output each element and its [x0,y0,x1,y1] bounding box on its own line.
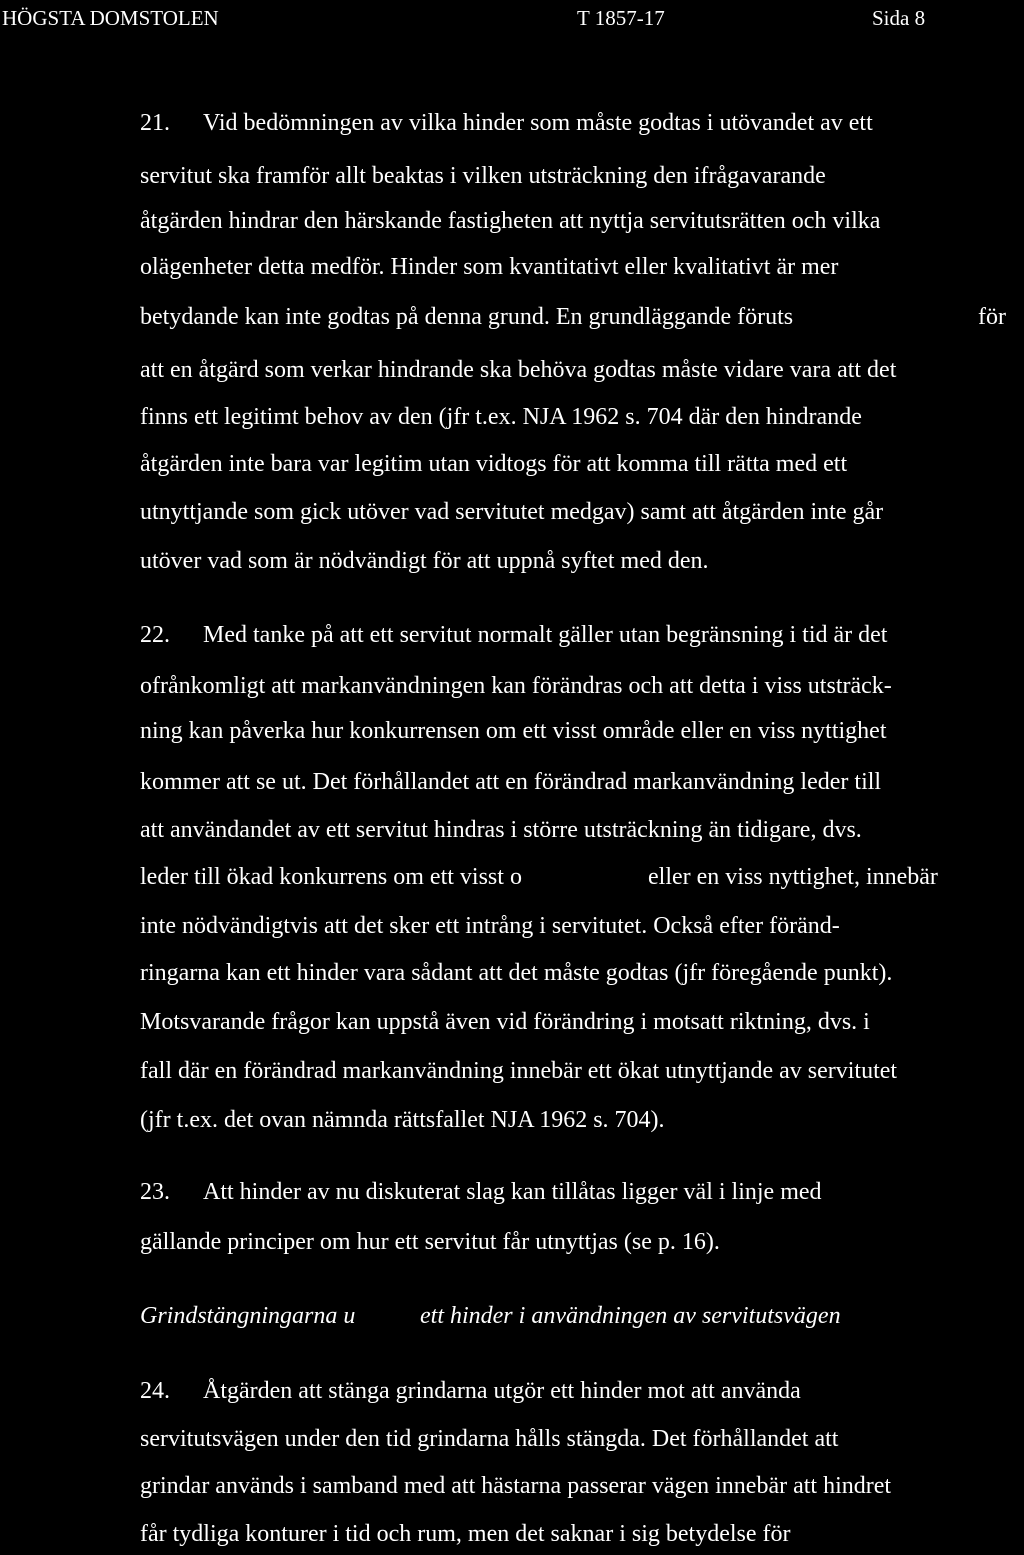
court-name: HÖGSTA DOMSTOLEN [2,6,219,30]
text-line: åtgärden inte bara var legitim utan vidtogs för att komma till rätta med ett [140,451,848,477]
case-number: T 1857-17 [577,6,665,30]
text-line: Åtgärden att stänga grindarna utgör ett hinder mot att använda [203,1378,801,1404]
text-line: inte nödvändigtvis att det sker ett intrång i servitutet. Också efter föränd- [140,913,840,939]
text-line: olägenheter detta medför. Hinder som kvantitativt eller kvalitativt är mer [140,254,839,280]
text-line: får tydliga konturer i tid och rum, men det saknar i sig betydelse för [140,1521,791,1547]
text-line: leder till ökad konkurrens om ett visst o [140,864,522,890]
text-line: Med tanke på att ett servitut normalt gäller utan begränsning i tid är det [203,622,888,648]
text-line: ofrånkomligt att markanvändningen kan förändras och att detta i viss utsträck- [140,673,892,699]
text-line: ringarna kan ett hinder vara sådant att det måste godtas (jfr föregående punkt). [140,960,893,986]
text-fragment: för [978,304,1006,330]
text-line: servitutsvägen under den tid grindarna hålls stängda. Det förhållandet att [140,1426,839,1452]
paragraph-number: 24. [140,1378,170,1404]
text-line: betydande kan inte godtas på denna grund. En grundläggande föruts [140,304,794,330]
text-line: servitut ska framför allt beaktas i vilken utsträckning den ifrågavarande [140,163,826,189]
text-line: grindar används i samband med att hästarna passerar vägen innebär att hindret [140,1473,892,1499]
paragraph-number: 22. [140,622,170,648]
text-line: ning kan påverka hur konkurrensen om ett visst område eller en viss nyttighet [140,718,887,744]
text-line: (jfr t.ex. det ovan nämnda rättsfallet NJA 1962 s. 704). [140,1107,665,1133]
text-line: gällande principer om hur ett servitut får utnyttjas (se p. 16). [140,1229,720,1255]
page-number: Sida 8 [872,6,926,30]
text-line: att en åtgärd som verkar hindrande ska behöva godtas måste vidare vara att det [140,357,897,383]
text-line: Motsvarande frågor kan uppstå även vid förändring i motsatt riktning, dvs. i [140,1009,870,1035]
page-header [0,4,1024,34]
paragraph-number: 21. [140,110,170,136]
text-line: kommer att se ut. Det förhållandet att en förändrad markanvändning leder till [140,769,882,795]
text-line: utöver vad som är nödvändigt för att uppnå syftet med den. [140,548,709,574]
text-line: utnyttjande som gick utöver vad servitutet medgav) samt att åtgärden inte går [140,499,884,525]
text-line: fall där en förändrad markanvändning innebär ett ökat utnyttjande av servitutet [140,1058,898,1084]
text-fragment: eller en viss nyttighet, innebär [648,864,938,890]
text-line: Vid bedömningen av vilka hinder som måste godtas i utövandet av ett [203,110,873,136]
section-subheading: Grindstängningarna u [140,1303,356,1329]
section-subheading-cont: ett hinder i användningen av servitutsvägen [420,1303,841,1329]
text-line: finns ett legitimt behov av den (jfr t.ex. NJA 1962 s. 704 där den hindrande [140,404,862,430]
text-line: att användandet av ett servitut hindras i större utsträckning än tidigare, dvs. [140,817,862,843]
text-line: åtgärden hindrar den härskande fastigheten att nyttja servitutsrätten och vilka [140,208,881,234]
text-line: Att hinder av nu diskuterat slag kan tillåtas ligger väl i linje med [203,1179,822,1205]
paragraph-number: 23. [140,1179,170,1205]
